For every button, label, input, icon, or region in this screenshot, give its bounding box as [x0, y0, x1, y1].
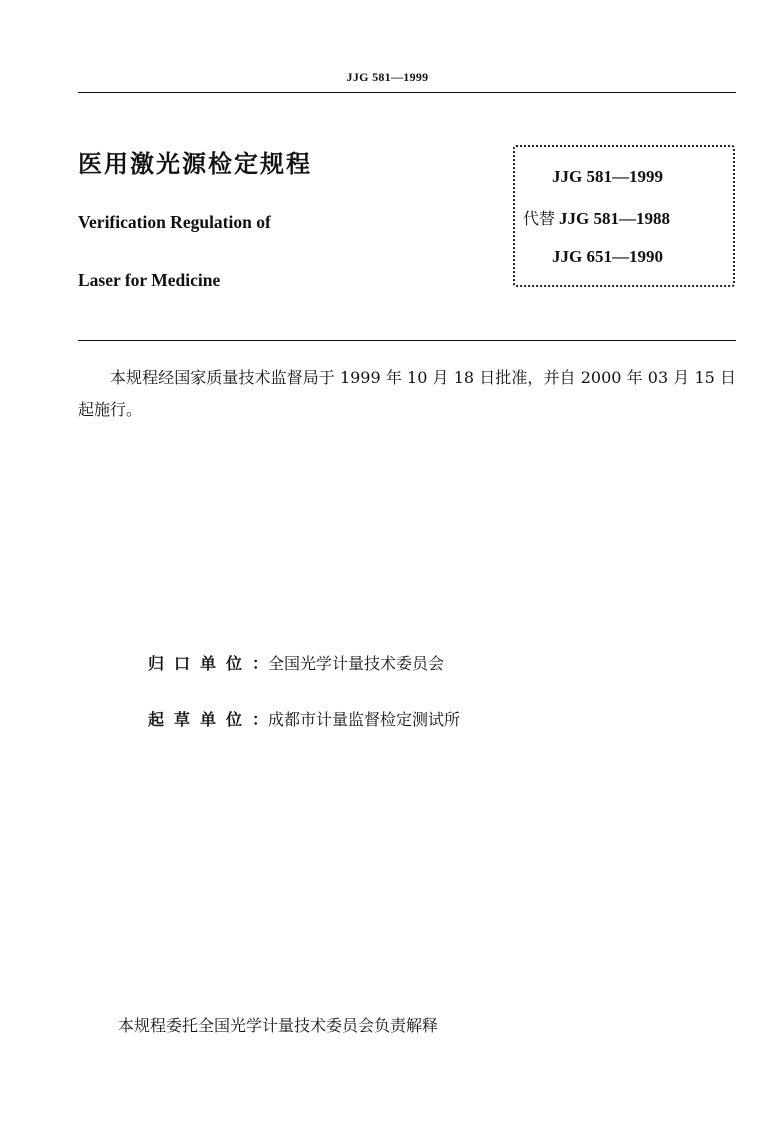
responsible-unit-label: 归口单位 [148, 654, 253, 673]
section-rule [78, 340, 736, 341]
header-rule [78, 92, 736, 93]
title-chinese: 医用激光源检定规程 [78, 150, 312, 178]
responsible-unit [148, 651, 444, 674]
title-english-line1: Verification Regulation of [78, 212, 271, 232]
replaced-code-1 [523, 206, 670, 229]
replaced-code-2: JJG 651—1990 [552, 247, 663, 266]
interpretation-statement: 本规程委托全国光学计量技术委员会负责解释 [118, 1016, 439, 1035]
standard-code-box [513, 145, 735, 287]
drafting-unit-label: 起草单位 [148, 710, 253, 729]
title-english-line2: Laser for Medicine [78, 270, 221, 290]
drafting-unit-value: 成都市计量监督检定测试所 [268, 710, 461, 729]
header-standard-code: JJG 581—1999 [346, 70, 429, 84]
drafting-unit-colon: ： [252, 710, 269, 729]
responsible-unit-colon: ： [252, 654, 269, 673]
approval-statement: 本规程经国家质量技术监督局于 1999 年 10 月 18 日批准，并自 2000 年 03 月 15 日起施行。 [78, 368, 736, 419]
drafting-unit [148, 707, 460, 730]
replaced-code-1-value: JJG 581—1988 [559, 209, 670, 228]
current-code: JJG 581—1999 [552, 167, 663, 186]
responsible-unit-value: 全国光学计量技术委员会 [268, 654, 445, 673]
replaces-label: 代替 [523, 209, 556, 228]
